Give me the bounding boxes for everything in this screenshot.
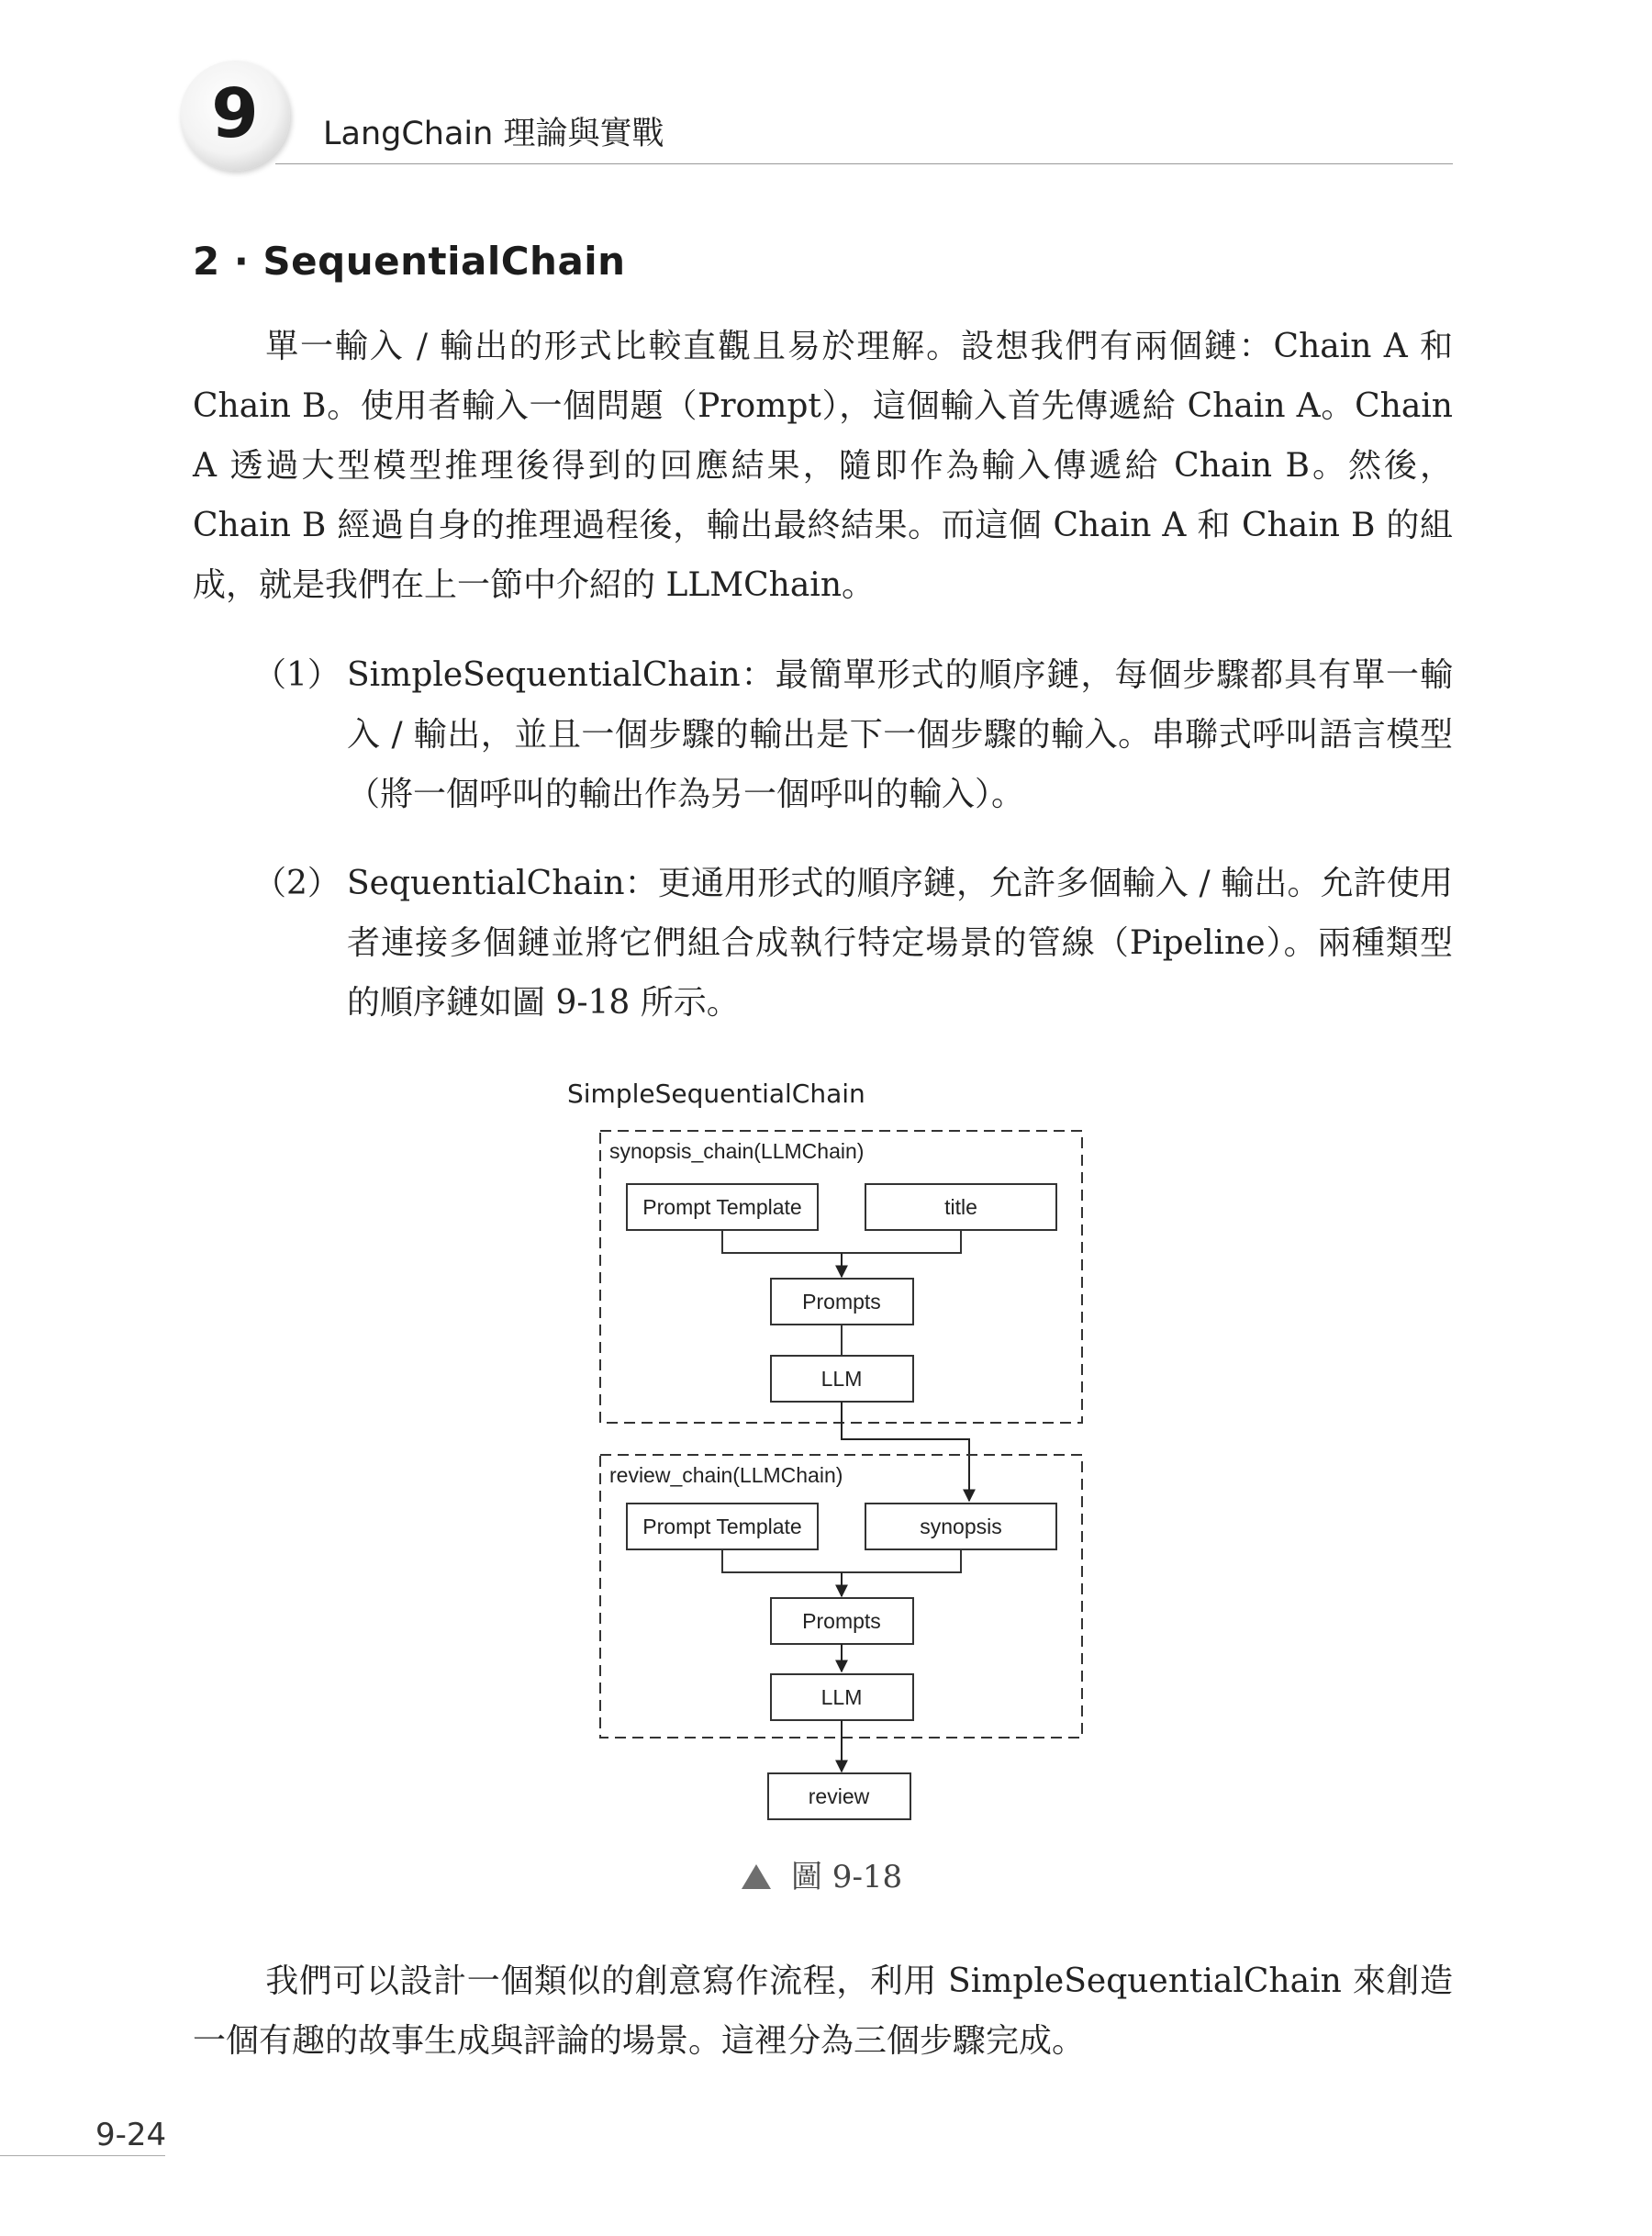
triangle-icon (742, 1864, 771, 1889)
list-item-number: （1） (253, 656, 340, 694)
chapter-number: 9 (211, 74, 259, 153)
prompt-template-label: Prompt Template (642, 1515, 802, 1538)
chain-link-arrow (842, 1402, 969, 1501)
merge-connector (722, 1230, 961, 1253)
llm-label: LLM (820, 1367, 863, 1391)
sequential-chain-diagram (551, 1111, 1101, 1827)
figure-caption (742, 1851, 902, 1896)
list-item-number: （2） (253, 865, 340, 902)
synopsis-chain-label: synopsis_chain(LLMChain) (609, 1139, 865, 1163)
prompt-template-label: Prompt Template (642, 1195, 802, 1219)
list-item-2 (253, 854, 1453, 1033)
prompts-label: Prompts (802, 1290, 881, 1314)
page-number: 9-24 (95, 2117, 167, 2153)
list-item-text: SimpleSequentialChain：最簡單形式的順序鏈，每個步驟都具有單一輸入 / 輸出，並且一個步驟的輸出是下一個步驟的輸入。串聯式呼叫語言模型（將一個呼叫的輸出作為另一個呼叫的輸入）。 (347, 656, 1453, 813)
llm-label: LLM (820, 1685, 863, 1709)
merge-connector (722, 1549, 961, 1572)
title-input-label: title (944, 1195, 977, 1219)
review-output-label: review (808, 1784, 870, 1808)
prompts-label: Prompts (802, 1609, 881, 1633)
footer-divider (0, 2155, 165, 2156)
review-chain-label: review_chain(LLMChain) (609, 1463, 843, 1487)
closing-paragraph: 我們可以設計一個類似的創意寫作流程，利用 SimpleSequentialChain 來創造一個有趣的故事生成與評論的場景。這裡分為三個步驟完成。 (193, 1962, 1453, 2060)
synopsis-input-label: synopsis (920, 1515, 1002, 1538)
figure-title: SimpleSequentialChain (567, 1079, 865, 1109)
figure-caption-text: 圖 9-18 (791, 1859, 903, 1895)
header-divider (275, 163, 1453, 164)
running-header-title: LangChain 理論與實戰 (323, 116, 664, 152)
section-title: 2 · SequentialChain (193, 239, 626, 284)
list-item-text: SequentialChain：更通用形式的順序鏈，允許多個輸入 / 輸出。允許使用者連接多個鏈並將它們組合成執行特定場景的管線（Pipeline）。兩種類型的順序鏈如圖 9-18 所示。 (347, 865, 1453, 1022)
list-item-1 (253, 645, 1453, 824)
intro-paragraph: 單一輸入 / 輸出的形式比較直觀且易於理解。設想我們有兩個鏈：Chain A 和 Chain B。使用者輸入一個問題（Prompt），這個輸入首先傳遞給 Chain A。Chain A 透過大型模型推理後得到的回應結果，隨即作為輸入傳遞給 Chain B。然後，Chain B 經過自身的推理過程後，輸出最終結果。而這個 Chain A 和 Chain B 的組成，就是我們在上一節中介紹的 LLMChain。 (193, 328, 1453, 604)
